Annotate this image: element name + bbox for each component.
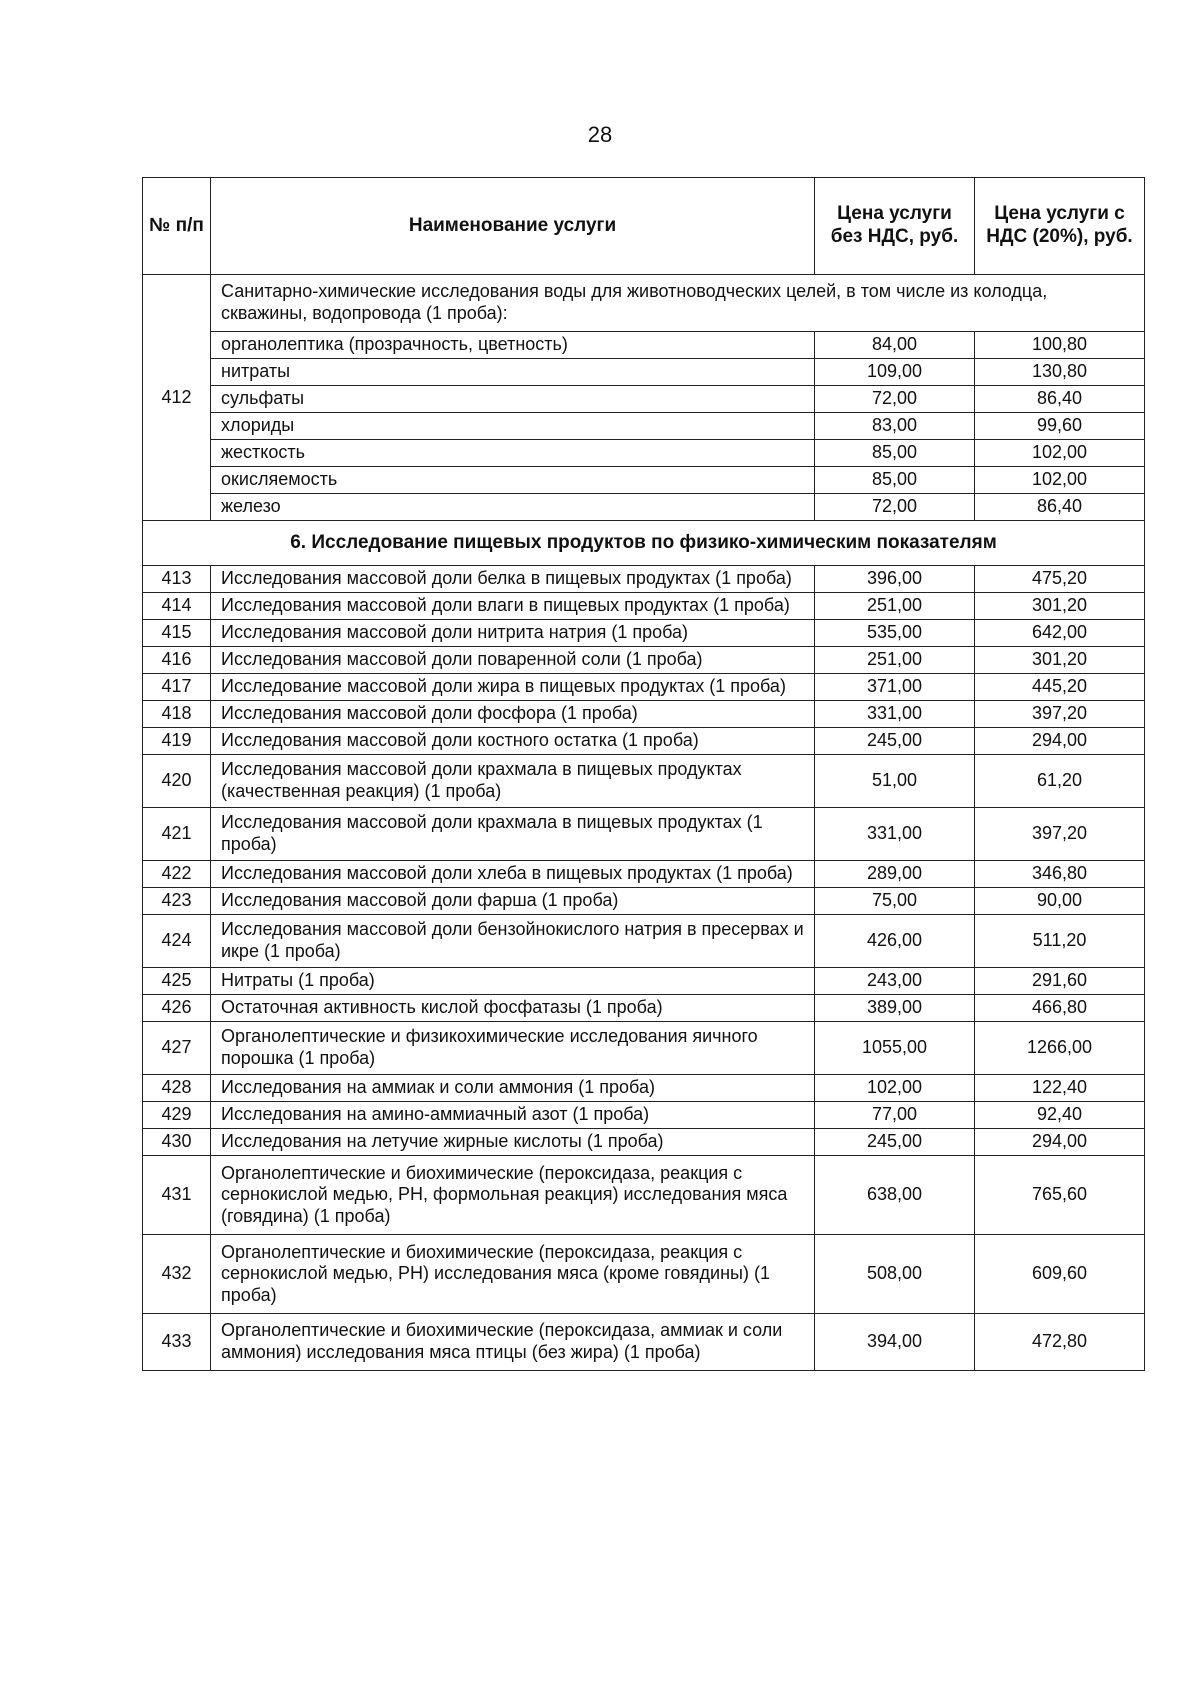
- price-table: [142, 177, 1145, 1371]
- service-name: Исследования массовой доли влаги в пищевых продуктах (1 проба): [211, 593, 815, 620]
- table-row: [143, 915, 1145, 968]
- row-number: 422: [143, 861, 211, 888]
- table-row: [143, 566, 1145, 593]
- table-row: [143, 620, 1145, 647]
- row-number: 421: [143, 808, 211, 861]
- price-with-vat: 301,20: [975, 647, 1145, 674]
- service-name: Исследования на аммиак и соли аммония (1 проба): [211, 1075, 815, 1102]
- price-no-vat: 1055,00: [815, 1022, 975, 1075]
- table-row: [143, 1102, 1145, 1129]
- price-no-vat: 84,00: [815, 332, 975, 359]
- row-number: 415: [143, 620, 211, 647]
- group-412-item-row: [143, 413, 1145, 440]
- price-with-vat: 86,40: [975, 386, 1145, 413]
- price-with-vat: 511,20: [975, 915, 1145, 968]
- table-row: [143, 1022, 1145, 1075]
- service-name: Исследования массовой доли фарша (1 проба): [211, 888, 815, 915]
- row-number: 433: [143, 1314, 211, 1371]
- price-with-vat: 92,40: [975, 1102, 1145, 1129]
- service-name: Органолептические и биохимические (пероксидаза, аммиак и соли аммония) исследования мяса птицы (без жира) (1 проба): [211, 1314, 815, 1371]
- group-412-item-row: [143, 467, 1145, 494]
- header-price-no-vat: Цена услуги без НДС, руб.: [815, 178, 975, 275]
- service-name: Исследования на летучие жирные кислоты (1 проба): [211, 1129, 815, 1156]
- table-row: [143, 674, 1145, 701]
- section-6-row: [143, 521, 1145, 566]
- group-412-number: 412: [143, 275, 211, 521]
- row-number: 431: [143, 1156, 211, 1235]
- price-no-vat: 331,00: [815, 808, 975, 861]
- service-name: Остаточная активность кислой фосфатазы (1 проба): [211, 995, 815, 1022]
- table-row: [143, 755, 1145, 808]
- price-with-vat: 99,60: [975, 413, 1145, 440]
- header-price-vat: Цена услуги с НДС (20%), руб.: [975, 178, 1145, 275]
- price-no-vat: 109,00: [815, 359, 975, 386]
- row-number: 432: [143, 1235, 211, 1314]
- group-412-item-name: железо: [211, 494, 815, 521]
- row-number: 417: [143, 674, 211, 701]
- table-row: [143, 968, 1145, 995]
- group-412-item-name: хлориды: [211, 413, 815, 440]
- group-412-item-name: сульфаты: [211, 386, 815, 413]
- price-no-vat: 243,00: [815, 968, 975, 995]
- price-no-vat: 371,00: [815, 674, 975, 701]
- group-412-item-name: нитраты: [211, 359, 815, 386]
- table-row: [143, 593, 1145, 620]
- price-with-vat: 90,00: [975, 888, 1145, 915]
- row-number: 425: [143, 968, 211, 995]
- service-name: Исследования на амино-аммиачный азот (1 проба): [211, 1102, 815, 1129]
- price-no-vat: 85,00: [815, 467, 975, 494]
- price-with-vat: 1266,00: [975, 1022, 1145, 1075]
- price-no-vat: 389,00: [815, 995, 975, 1022]
- price-no-vat: 83,00: [815, 413, 975, 440]
- price-with-vat: 466,80: [975, 995, 1145, 1022]
- table-row: [143, 1075, 1145, 1102]
- group-412-item-name: окисляемость: [211, 467, 815, 494]
- row-number: 426: [143, 995, 211, 1022]
- price-with-vat: 122,40: [975, 1075, 1145, 1102]
- price-with-vat: 100,80: [975, 332, 1145, 359]
- group-412-item-row: [143, 332, 1145, 359]
- service-name: Исследования массовой доли белка в пищевых продуктах (1 проба): [211, 566, 815, 593]
- price-with-vat: 102,00: [975, 440, 1145, 467]
- price-with-vat: 130,80: [975, 359, 1145, 386]
- row-number: 413: [143, 566, 211, 593]
- price-no-vat: 535,00: [815, 620, 975, 647]
- price-with-vat: 472,80: [975, 1314, 1145, 1371]
- price-no-vat: 508,00: [815, 1235, 975, 1314]
- group-412-intro-row: [143, 275, 1145, 332]
- table-row: [143, 808, 1145, 861]
- row-number: 419: [143, 728, 211, 755]
- price-no-vat: 251,00: [815, 593, 975, 620]
- table-row: [143, 647, 1145, 674]
- row-number: 430: [143, 1129, 211, 1156]
- price-no-vat: 396,00: [815, 566, 975, 593]
- price-no-vat: 426,00: [815, 915, 975, 968]
- row-number: 429: [143, 1102, 211, 1129]
- price-with-vat: 445,20: [975, 674, 1145, 701]
- price-with-vat: 765,60: [975, 1156, 1145, 1235]
- price-no-vat: 77,00: [815, 1102, 975, 1129]
- service-name: Нитраты (1 проба): [211, 968, 815, 995]
- price-with-vat: 61,20: [975, 755, 1145, 808]
- row-number: 418: [143, 701, 211, 728]
- group-412-item-row: [143, 440, 1145, 467]
- table-row: [143, 861, 1145, 888]
- price-no-vat: 72,00: [815, 494, 975, 521]
- group-412-intro: Санитарно-химические исследования воды для животноводческих целей, в том числе из колодца, скважины, водопровода (1 проба):: [211, 275, 1145, 332]
- row-number: 424: [143, 915, 211, 968]
- service-name: Исследования массовой доли фосфора (1 проба): [211, 701, 815, 728]
- header-num: № п/п: [143, 178, 211, 275]
- price-with-vat: 346,80: [975, 861, 1145, 888]
- service-name: Органолептические и биохимические (пероксидаза, реакция с сернокислой медью, РН, формольная реакция) исследования мяса (говядина) (1 проба): [211, 1156, 815, 1235]
- table-header-row: [143, 178, 1145, 275]
- group-412-item-row: [143, 494, 1145, 521]
- table-row: [143, 1129, 1145, 1156]
- price-no-vat: 51,00: [815, 755, 975, 808]
- price-no-vat: 75,00: [815, 888, 975, 915]
- price-with-vat: 475,20: [975, 566, 1145, 593]
- price-no-vat: 289,00: [815, 861, 975, 888]
- price-with-vat: 301,20: [975, 593, 1145, 620]
- service-name: Исследования массовой доли поваренной соли (1 проба): [211, 647, 815, 674]
- row-number: 428: [143, 1075, 211, 1102]
- price-no-vat: 331,00: [815, 701, 975, 728]
- price-with-vat: 397,20: [975, 808, 1145, 861]
- group-412-item-row: [143, 359, 1145, 386]
- table-row: [143, 1156, 1145, 1235]
- service-name: Органолептические и физикохимические исследования яичного порошка (1 проба): [211, 1022, 815, 1075]
- price-no-vat: 638,00: [815, 1156, 975, 1235]
- group-412-item-name: органолептика (прозрачность, цветность): [211, 332, 815, 359]
- price-no-vat: 85,00: [815, 440, 975, 467]
- table-row: [143, 888, 1145, 915]
- price-no-vat: 394,00: [815, 1314, 975, 1371]
- table-row: [143, 728, 1145, 755]
- price-with-vat: 291,60: [975, 968, 1145, 995]
- price-no-vat: 245,00: [815, 728, 975, 755]
- price-with-vat: 86,40: [975, 494, 1145, 521]
- table-row: [143, 1314, 1145, 1371]
- service-name: Исследования массовой доли крахмала в пищевых продуктах (1 проба): [211, 808, 815, 861]
- price-no-vat: 102,00: [815, 1075, 975, 1102]
- group-412-item-name: жесткость: [211, 440, 815, 467]
- price-no-vat: 251,00: [815, 647, 975, 674]
- service-name: Органолептические и биохимические (пероксидаза, реакция с сернокислой медью, РН) исследования мяса (кроме говядины) (1 проба): [211, 1235, 815, 1314]
- service-name: Исследования массовой доли костного остатка (1 проба): [211, 728, 815, 755]
- service-name: Исследования массовой доли крахмала в пищевых продуктах (качественная реакция) (1 проба): [211, 755, 815, 808]
- price-with-vat: 609,60: [975, 1235, 1145, 1314]
- price-no-vat: 245,00: [815, 1129, 975, 1156]
- row-number: 420: [143, 755, 211, 808]
- group-412-item-row: [143, 386, 1145, 413]
- table-row: [143, 701, 1145, 728]
- price-with-vat: 642,00: [975, 620, 1145, 647]
- price-with-vat: 397,20: [975, 701, 1145, 728]
- table-row: [143, 995, 1145, 1022]
- row-number: 423: [143, 888, 211, 915]
- service-name: Исследования массовой доли хлеба в пищевых продуктах (1 проба): [211, 861, 815, 888]
- service-name: Исследование массовой доли жира в пищевых продуктах (1 проба): [211, 674, 815, 701]
- row-number: 414: [143, 593, 211, 620]
- price-with-vat: 102,00: [975, 467, 1145, 494]
- price-with-vat: 294,00: [975, 1129, 1145, 1156]
- service-name: Исследования массовой доли бензойнокислого натрия в пресервах и икре (1 проба): [211, 915, 815, 968]
- section-6-title: 6. Исследование пищевых продуктов по физико-химическим показателям: [143, 521, 1145, 566]
- row-number: 416: [143, 647, 211, 674]
- price-with-vat: 294,00: [975, 728, 1145, 755]
- table-row: [143, 1235, 1145, 1314]
- row-number: 427: [143, 1022, 211, 1075]
- header-name: Наименование услуги: [211, 178, 815, 275]
- price-no-vat: 72,00: [815, 386, 975, 413]
- page-number: 28: [587, 122, 613, 147]
- service-name: Исследования массовой доли нитрита натрия (1 проба): [211, 620, 815, 647]
